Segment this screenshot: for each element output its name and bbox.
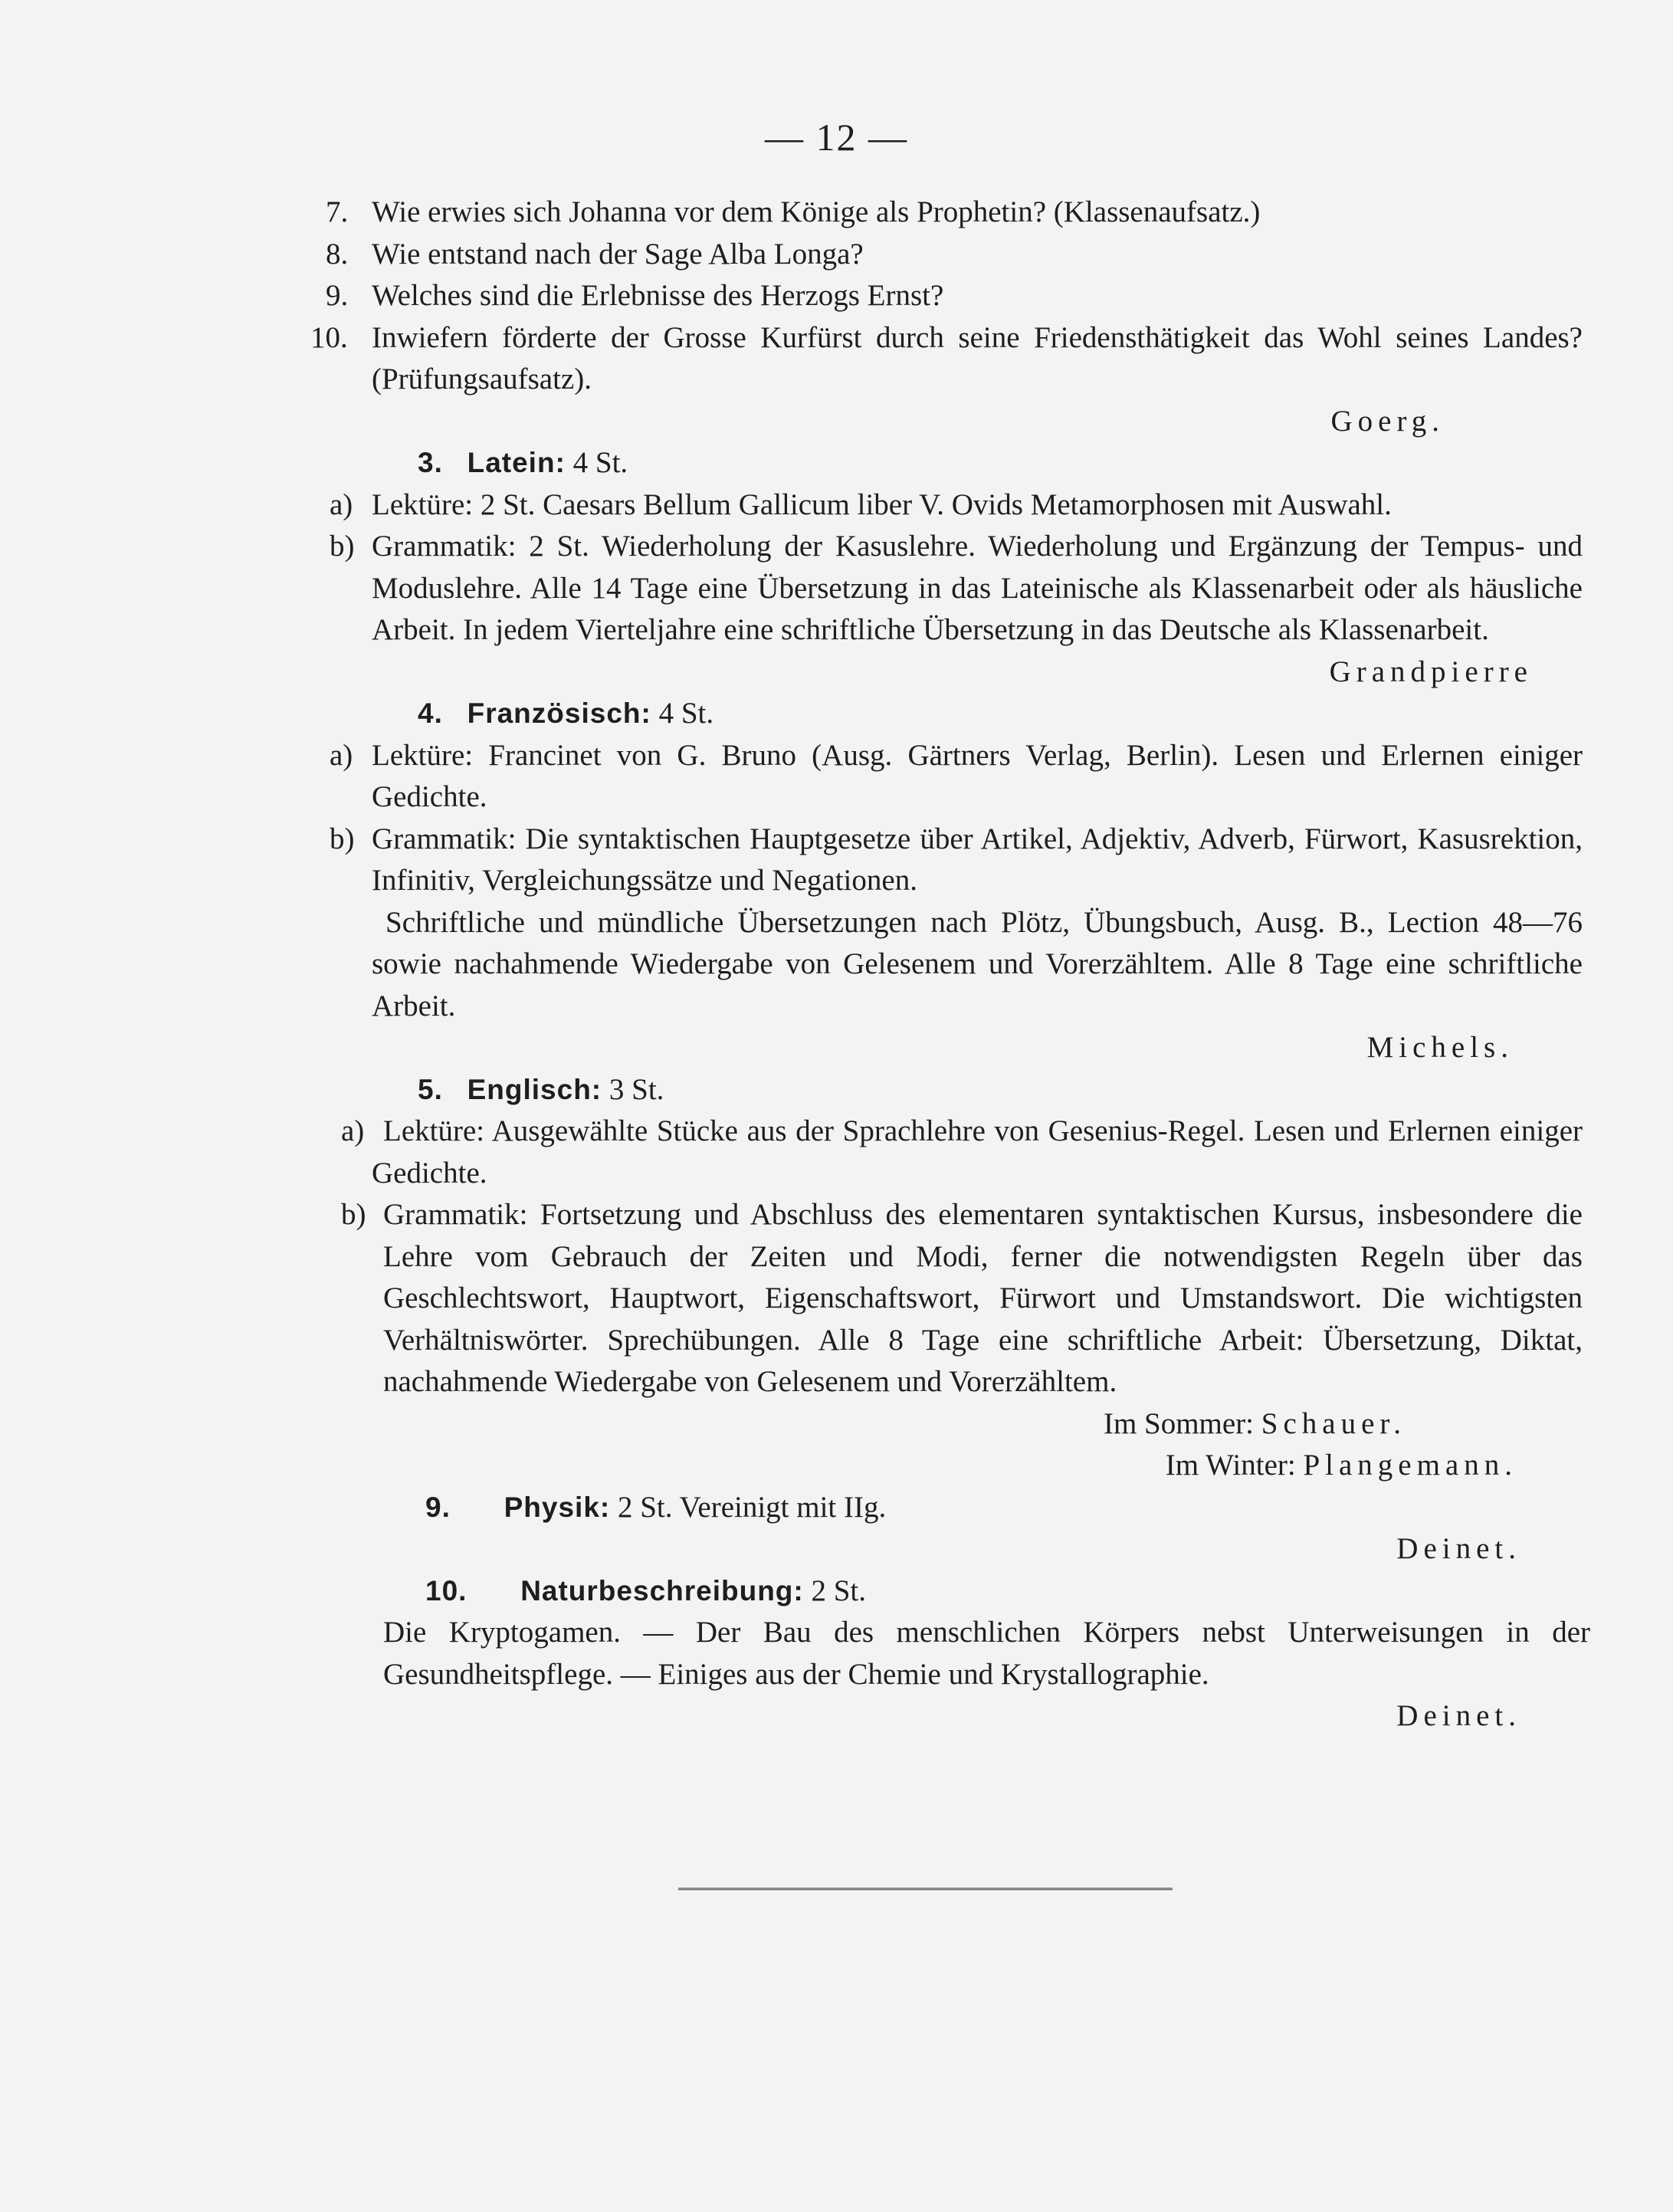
section-hours: 2 St. Vereinigt mit IIg. — [617, 1490, 887, 1524]
teacher-name: Schauer. — [1261, 1406, 1406, 1440]
subsection-text: Lektüre: 2 St. Caesars Bellum Gallicum liber V. Ovids Metamorphosen mit Auswahl. — [372, 487, 1392, 521]
section-heading-physik — [310, 1487, 1583, 1529]
subsection-text: Lektüre: Francinet von G. Bruno (Ausg. Gärtners Verlag, Berlin). Lesen und Erlernen einiger Gedichte. — [372, 738, 1583, 813]
subsection-item — [310, 1194, 1583, 1403]
section-hours: 3 St. — [609, 1072, 664, 1106]
teacher-name: Michels. — [1366, 1031, 1514, 1064]
paragraph-text: Schriftliche und mündliche Übersetzungen nach Plötz, Übungsbuch, Ausg. B., Lection 48—76 sowie nachahmende Wiedergabe von Gelesenem und Vorerzähltem. Alle 8 Tage eine schriftliche Arbeit. — [372, 905, 1583, 1022]
subsection-paragraph — [310, 902, 1583, 1028]
topic-text: Wie erwies sich Johanna vor dem Könige als Prophetin? (Klassenaufsatz.) — [372, 195, 1261, 228]
teacher-name: Deinet. — [1396, 1699, 1521, 1732]
teacher-summer — [310, 1403, 1583, 1446]
topic-number: 9. — [326, 279, 349, 312]
section-hours: 4 St. — [658, 697, 714, 730]
paragraph-text: Die Kryptogamen. — Der Bau des menschlichen Körpers nebst Unterweisungen in der Gesundheitspflege. — Einiges aus der Chemie und Krystallographie. — [383, 1616, 1590, 1691]
teacher-period-label: Im Sommer: — [1103, 1406, 1255, 1440]
section-title: Naturbeschreibung: — [520, 1574, 804, 1606]
subsection-item — [310, 526, 1583, 651]
subsection-item — [310, 484, 1583, 527]
section-title: Französisch: — [467, 697, 651, 729]
section-number: 10. — [425, 1574, 467, 1606]
subsection-item — [310, 735, 1583, 819]
teacher-name: Deinet. — [1396, 1532, 1521, 1565]
subsection-text: Grammatik: 2 St. Wiederholung der Kasuslehre. Wiederholung und Ergänzung der Tempus- und Moduslehre. Alle 14 Tage eine Übersetzung in das Lateinische als Klassenarbeit oder als häusliche Arbeit. In jedem Vierteljahre eine schriftliche Übersetzung in das Deutsche als Klassenarbeit. — [372, 530, 1583, 646]
subsection-text: Lektüre: Ausgewählte Stücke aus der Sprachlehre von Gesenius-Regel. Lesen und Erlernen einiger Gedichte. — [372, 1114, 1583, 1190]
section-title: Englisch: — [467, 1073, 602, 1105]
subsection-item — [310, 819, 1583, 902]
topic-number: 8. — [326, 237, 349, 271]
topic-text: Inwiefern förderte der Grosse Kurfürst durch seine Friedensthätigkeit das Wohl seines Landes? (Prüfungsaufsatz). — [372, 320, 1583, 395]
teacher-name: Grandpierre — [1329, 655, 1533, 688]
subsection-label: a) — [330, 738, 353, 772]
subsection-label: a) — [330, 487, 353, 521]
section-paragraph — [310, 1612, 1590, 1695]
section-number: 3. — [418, 447, 443, 478]
topic-item — [310, 275, 1583, 317]
subsection-label: b) — [330, 530, 355, 563]
subsection-text: Grammatik: Fortsetzung und Abschluss des elementaren syntaktischen Kursus, insbesondere die Lehre vom Gebrauch der Zeiten und Modi, ferner die notwendigsten Regeln über das Geschlechtswort, Hauptwort, Eigenschaftswort, Fürwort und Umstandswort. Die wichtigsten Verhältniswörter. Sprechübungen. Alle 8 Tage eine schriftliche Arbeit: Übersetzung, Diktat, nachahmende Wiedergabe von Gelesenem und Vorerzähltem. — [383, 1198, 1583, 1398]
section-heading-englisch — [310, 1069, 1583, 1111]
section-number: 9. — [425, 1491, 451, 1523]
topic-number: 10. — [310, 320, 348, 354]
subsection-text: Grammatik: Die syntaktischen Hauptgesetze über Artikel, Adjektiv, Adverb, Fürwort, Kasusrektion, Infinitiv, Vergleichungssätze und Negationen. — [372, 822, 1583, 897]
section-heading-naturbeschreibung — [310, 1570, 1583, 1613]
subsection-label: b) — [341, 1198, 366, 1231]
subsection-label: a) — [341, 1114, 365, 1147]
page-number: — 12 — — [765, 116, 908, 159]
subsection-item — [310, 1111, 1583, 1194]
section-title: Latein: — [467, 447, 566, 478]
topic-item — [310, 234, 1583, 276]
section-heading-franzoesisch — [310, 693, 1583, 735]
closing-rule — [678, 1888, 1173, 1890]
topic-item — [310, 192, 1583, 234]
subsection-label: b) — [330, 822, 355, 855]
section-heading-latein — [310, 442, 1583, 484]
section-hours: 2 St. — [811, 1574, 867, 1607]
topic-text: Welches sind die Erlebnisse des Herzogs Ernst? — [372, 279, 944, 312]
section-title: Physik: — [504, 1491, 611, 1523]
teacher-name: Goerg. — [1330, 404, 1445, 438]
section-hours: 4 St. — [572, 446, 628, 479]
teacher-name: Plangemann. — [1303, 1449, 1517, 1482]
section-number: 4. — [418, 697, 443, 729]
topic-number: 7. — [326, 195, 349, 228]
section-number: 5. — [418, 1073, 443, 1105]
teacher-period-label: Im Winter: — [1165, 1449, 1296, 1482]
teacher-winter — [310, 1445, 1583, 1487]
topic-text: Wie entstand nach der Sage Alba Longa? — [372, 237, 864, 271]
topic-item — [310, 317, 1583, 401]
page-body — [310, 192, 1590, 1738]
